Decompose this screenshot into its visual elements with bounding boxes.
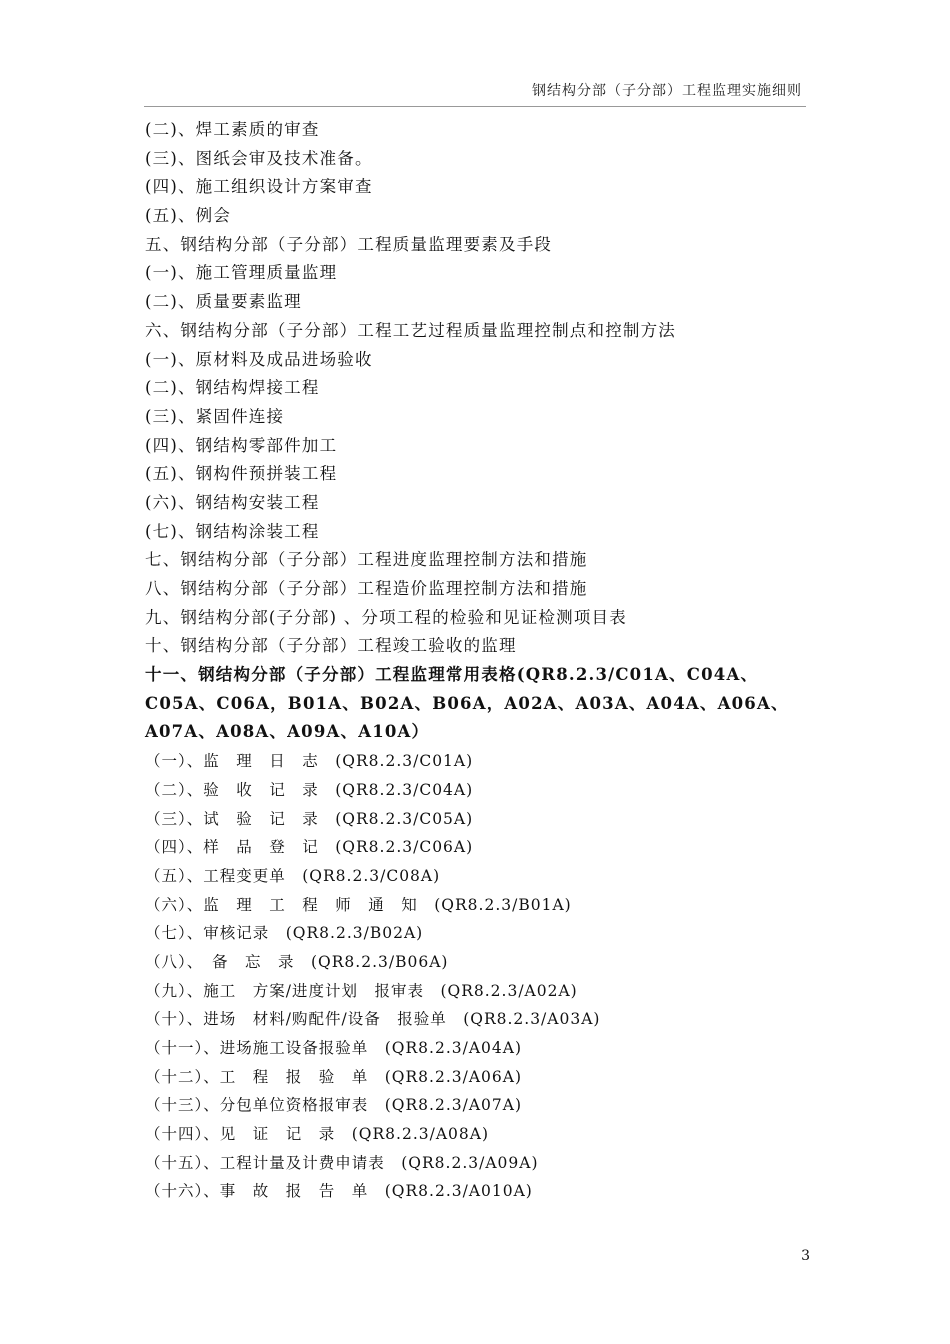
- form-code-list: C05A、C06A，B01A、B02A、B06A，A02A、A03A、A04A、A06A、: [145, 693, 789, 713]
- section-heading: 六、钢结构分部（子分部）工程工艺过程质量监理控制点和控制方法: [145, 320, 676, 340]
- section-heading: 十、钢结构分部（子分部）工程竣工验收的监理: [145, 636, 517, 656]
- text-line: (四)、钢结构零部件加工: [145, 435, 338, 455]
- section-heading: 十一、钢结构分部（子分部）工程监理常用表格(QR8.2.3/C01A、C04A、: [145, 665, 759, 685]
- form-item: （十一）、进场施工设备报验单 (QR8.2.3/A04A): [145, 1039, 522, 1057]
- text-line: (二)、焊工素质的审查: [145, 120, 320, 139]
- page-number: 3: [801, 1248, 810, 1264]
- form-item: （一）、监 理 日 志 (QR8.2.3/C01A): [145, 752, 474, 771]
- form-code-list: A07A、A08A、A09A、A10A）: [145, 722, 430, 742]
- running-header: 钢结构分部（子分部）工程监理实施细则: [532, 83, 802, 99]
- form-item: （十二）、工 程 报 验 单 (QR8.2.3/A06A): [145, 1067, 522, 1086]
- form-item: （十三）、分包单位资格报审表 (QR8.2.3/A07A): [145, 1096, 522, 1115]
- section-heading: 九、钢结构分部(子分部) 、分项工程的检验和见证检测项目表: [145, 607, 627, 627]
- section-heading: 五、钢结构分部（子分部）工程质量监理要素及手段: [145, 234, 553, 254]
- section-heading: 七、钢结构分部（子分部）工程进度监理控制方法和措施: [145, 550, 588, 570]
- form-item: （三）、试 验 记 录 (QR8.2.3/C05A): [145, 809, 474, 828]
- form-item: （四）、样 品 登 记 (QR8.2.3/C06A): [145, 838, 474, 857]
- form-item: （十五）、工程计量及计费申请表 (QR8.2.3/A09A): [145, 1153, 539, 1172]
- document-body: [145, 116, 795, 1206]
- text-line: (一)、原材料及成品进场验收: [145, 349, 373, 369]
- text-line: (六)、钢结构安装工程: [145, 492, 320, 512]
- text-line: (二)、钢结构焊接工程: [145, 378, 320, 398]
- text-line: (三)、图纸会审及技术准备。: [145, 148, 373, 168]
- form-item: （七）、审核记录 (QR8.2.3/B02A): [145, 924, 424, 943]
- text-line: (三)、紧固件连接: [145, 406, 285, 426]
- section-heading: 八、钢结构分部（子分部）工程造价监理控制方法和措施: [145, 579, 588, 598]
- form-item: （九）、施工 方案/进度计划 报审表 (QR8.2.3/A02A): [145, 981, 578, 1000]
- header-divider: [144, 106, 806, 107]
- form-item: （十六）、事 故 报 告 单 (QR8.2.3/A010A): [145, 1182, 533, 1201]
- text-line: (五)、钢构件预拼装工程: [145, 464, 338, 484]
- text-line: (七)、钢结构涂装工程: [145, 521, 320, 541]
- form-item: （八）、 备 忘 录 (QR8.2.3/B06A): [145, 952, 449, 971]
- form-item: （十四）、见 证 记 录 (QR8.2.3/A08A): [145, 1125, 489, 1144]
- text-line: (一)、施工管理质量监理: [145, 263, 338, 283]
- text-line: (四)、施工组织设计方案审查: [145, 177, 373, 197]
- text-line: (五)、例会: [145, 206, 232, 226]
- form-item: （十）、进场 材料/购配件/设备 报验单 (QR8.2.3/A03A): [145, 1010, 601, 1029]
- form-item: （二）、验 收 记 录 (QR8.2.3/C04A): [145, 780, 474, 799]
- form-item: （六）、监 理 工 程 师 通 知 (QR8.2.3/B01A): [145, 895, 572, 914]
- form-item: （五）、工程变更单 (QR8.2.3/C08A): [145, 866, 441, 885]
- text-line: (二)、质量要素监理: [145, 292, 302, 312]
